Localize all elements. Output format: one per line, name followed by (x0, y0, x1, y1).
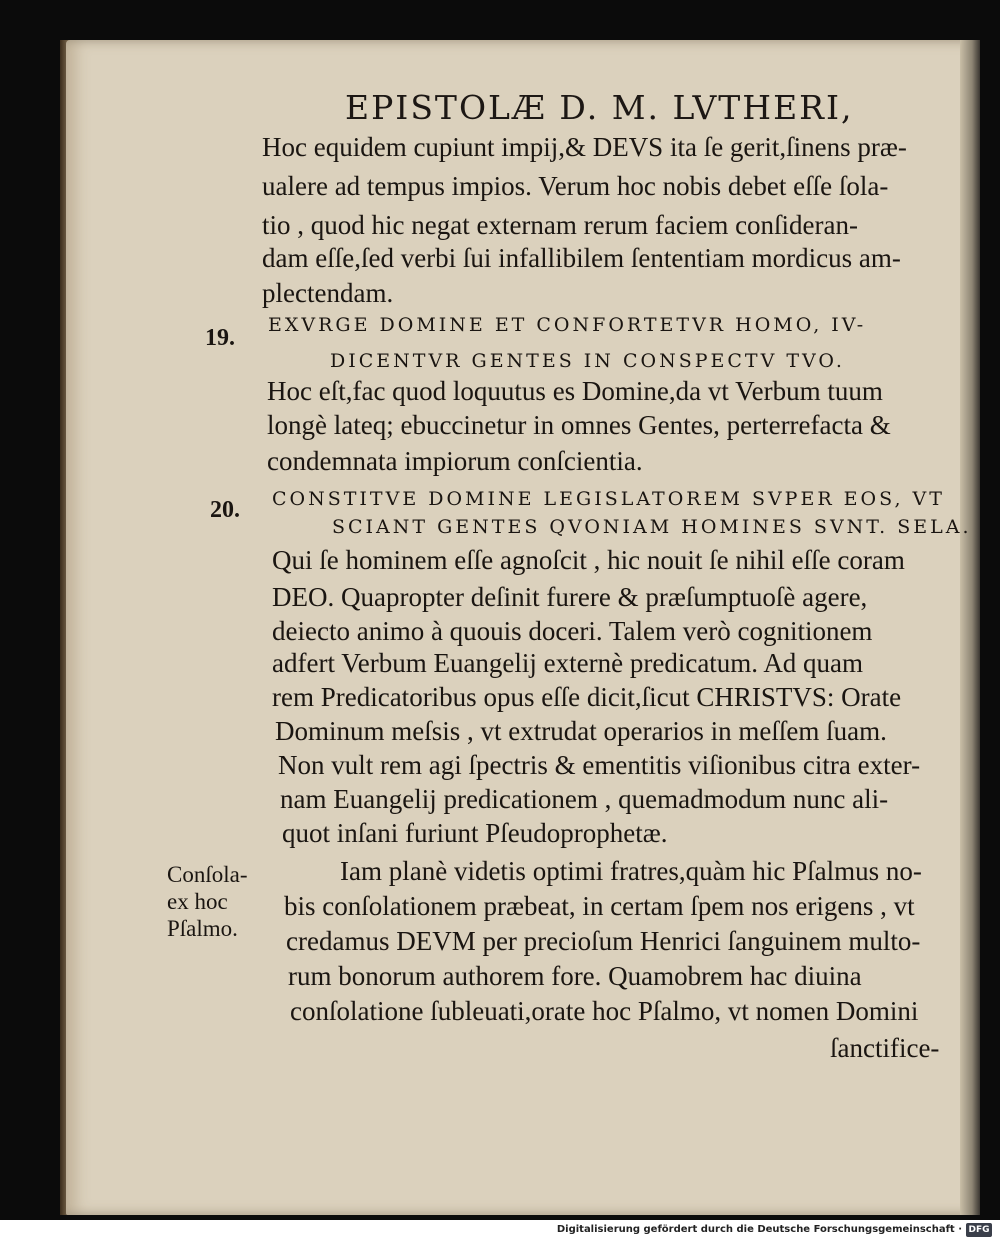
footer-bar (0, 1220, 1000, 1241)
funding-credit: Digitalisierung gefördert durch die Deutsche Forschungsgemeinschaft · (556, 1224, 962, 1235)
text-line: conſolatione ſubleuati,orate hoc Pſalmo, vt nomen Domini (290, 996, 919, 1026)
text-line: DEO. Quapropter deſinit furere & præſumptuoſè agere, (272, 582, 868, 612)
text-line: adfert Verbum Euangelij externè predicatum. Ad quam (272, 648, 864, 678)
text-line: dam eſſe,ſed verbi ſui infallibilem ſententiam mordicus am- (262, 243, 901, 273)
text-line: rum bonorum authorem fore. Quamobrem hac diuina (288, 961, 862, 991)
text-line: bis conſolationem præbeat, in certam ſpem nos erigens , vt (284, 891, 915, 921)
verse-heading-line: CONSTITVE DOMINE LEGISLATOREM SVPER EOS, VT (272, 488, 945, 510)
verse-heading-line: EXVRGE DOMINE ET CONFORTETVR HOMO, IV- (268, 314, 867, 336)
text-line: nam Euangelij predicationem , quemadmodum nunc ali- (280, 784, 889, 814)
verse-number: 19. (205, 325, 235, 351)
text-line: longè lateq; ebuccinetur in omnes Gentes, perterrefacta & (267, 410, 891, 440)
text-line: Qui ſe hominem eſſe agnoſcit , hic nouit ſe nihil eſſe coram (272, 545, 905, 575)
dfg-logo: DFG (966, 1223, 992, 1237)
page-edge (960, 40, 980, 1215)
text-line: Dominum meſsis , vt extrudat operarios in meſſem ſuam. (275, 716, 887, 746)
text-line: tio , quod hic negat externam rerum faciem conſideran- (262, 210, 859, 240)
text-line: plectendam. (262, 278, 394, 308)
text-line: credamus DEVM per precioſum Henrici ſanguinem multo- (286, 926, 921, 956)
catchword: ſanctifice- (830, 1033, 940, 1063)
text-line: condemnata impiorum conſcientia. (267, 446, 643, 476)
marginal-note-line: ex hoc (167, 889, 228, 914)
text-line: deiecto animo à quouis doceri. Talem verò cognitionem (272, 616, 873, 646)
verse-heading-line: DICENTVR GENTES IN CONSPECTV TVO. (330, 350, 845, 372)
text-line: Hoc equidem cupiunt impij,& DEVS ita ſe gerit,ſinens præ- (262, 132, 907, 162)
text-line: Non vult rem agi ſpectris & ementitis viſionibus citra exter- (278, 750, 921, 780)
verse-heading-line: SCIANT GENTES QVONIAM HOMINES SVNT. SELA. (332, 516, 972, 538)
marginal-note-line: Pſalmo. (167, 916, 238, 941)
text-line: ualere ad tempus impios. Verum hoc nobis debet eſſe ſola- (262, 171, 889, 201)
verse-number: 20. (210, 497, 240, 523)
running-head: EPISTOLÆ D. M. LVTHERI, (345, 88, 854, 127)
text-line: rem Predicatoribus opus eſſe dicit,ſicut CHRISTVS: Orate (272, 682, 902, 712)
marginal-note-line: Conſola- (167, 862, 248, 887)
text-line: Iam planè videtis optimi fratres,quàm hic Pſalmus no- (340, 856, 922, 886)
text-line: Hoc eſt,fac quod loquutus es Domine,da vt Verbum tuum (267, 376, 883, 406)
text-line: quot inſani furiunt Pſeudoprophetæ. (282, 818, 668, 848)
